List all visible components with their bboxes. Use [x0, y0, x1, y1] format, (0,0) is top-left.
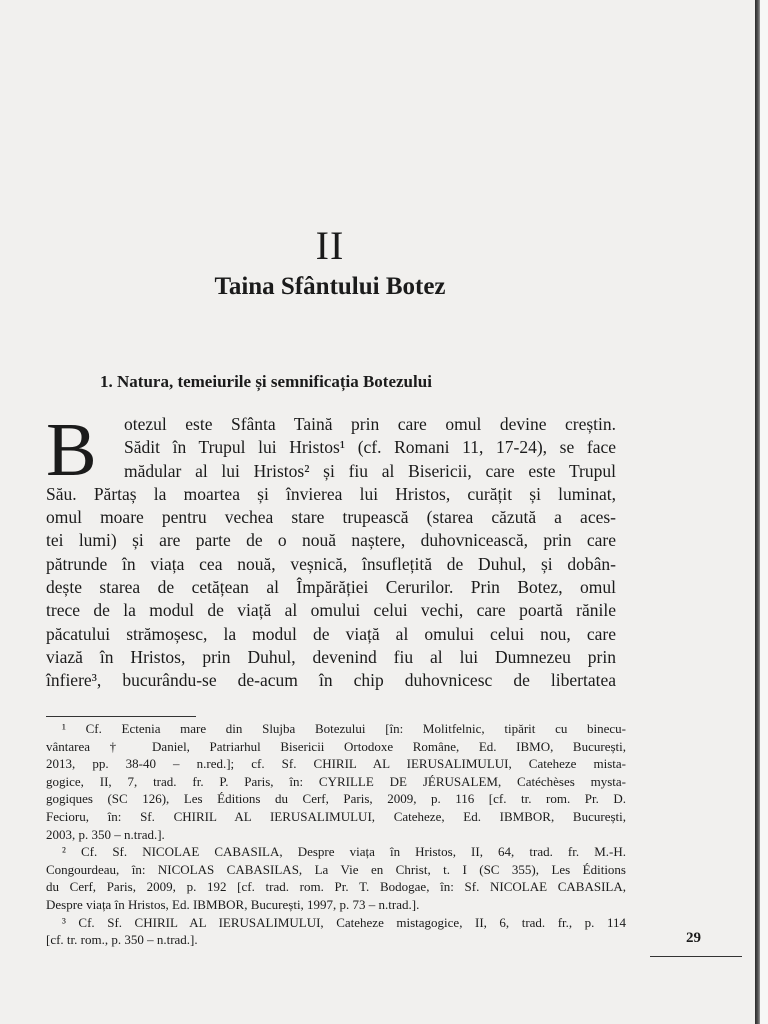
footnote-line: [cf. tr. rom., p. 350 – n.trad.].: [46, 932, 198, 948]
section-heading: 1. Natura, temeiurile și semnificația Botezului: [100, 372, 432, 391]
body-line: înfiere³, bucurându-se de-acum în chip duhovnicesc de libertatea: [46, 670, 616, 691]
footnotes: [46, 720, 626, 949]
body-line: viază în Hristos, prin Duhul, devenind fiu al lui Dumnezeu prin: [46, 646, 616, 667]
footnote-line: vântarea † Daniel, Patriarhul Bisericii Ortodoxe Române, Ed. IBMO, București,: [46, 738, 626, 754]
body-line: Său. Părtaș la moartea și învierea lui Hristos, curățit și luminat,: [46, 483, 616, 504]
body-line: Sădit în Trupul lui Hristos¹ (cf. Romani 11, 17-24), se face: [124, 437, 616, 458]
footnote-line: gogice, II, 7, trad. fr. P. Paris, în: CYRILLE DE JÉRUSALEM, Catéchèses mysta-: [46, 773, 626, 789]
page-margin: [760, 0, 768, 1024]
body-line: dește starea de cetățean al Împărăției Cerurilor. Prin Botez, omul: [46, 577, 616, 598]
page-number: 29: [686, 930, 701, 946]
footnote-line: Congourdeau, în: NICOLAS CABASILAS, La Vie en Christ, t. I (SC 355), Les Éditions: [46, 861, 626, 877]
footnote-line: Despre viața în Hristos, Ed. IBMBOR, București, 1997, p. 73 – n.trad.].: [46, 896, 420, 912]
body-line: otezul este Sfânta Taină prin care omul devine creștin.: [124, 414, 616, 434]
body-line: omul moare pentru vechea stare trupească (starea căzută a aces-: [46, 507, 616, 528]
footnote-line: du Cerf, Paris, 2009, p. 192 [cf. trad. rom. Pr. T. Bodogae, în: Sf. NICOLAE CABASILA,: [46, 879, 626, 895]
body-line: mădular al lui Hristos² și fiu al Bisericii, care este Trupul: [124, 460, 616, 481]
body-line: trece de la modul de viață al omului celui vechi, care poartă rănile: [46, 600, 616, 621]
body-line: păcatului strămoșesc, la modul de viață al omului celui nou, care: [46, 623, 616, 644]
drop-cap: B: [46, 408, 97, 492]
body-line: tei lumi) și are parte de o nouă naștere, duhovnicească, prin care: [46, 530, 616, 551]
footnote-line: 2003, p. 350 – n.trad.].: [46, 826, 165, 842]
footnote-line: gogiques (SC 126), Les Éditions du Cerf, Paris, 2009, p. 116 [cf. tr. rom. Pr. D.: [46, 791, 626, 807]
page-edge-shadow: [755, 0, 760, 1024]
chapter-title: Taina Sfântului Botez: [214, 273, 446, 300]
footnote-line: 2013, pp. 38-40 – n.red.]; cf. Sf. CHIRIL AL IERUSALIMULUI, Cateheze mista-: [46, 756, 626, 772]
footnote-divider: [46, 716, 196, 717]
chapter-number: II: [315, 223, 345, 268]
body-line: pătrunde în viața cea nouă, veșnică, însuflețită de Duhul, și dobân-: [46, 553, 616, 574]
footnote-line: Fecioru, în: Sf. CHIRIL AL IERUSALIMULUI, Cateheze, Ed. IBMBOR, București,: [46, 808, 626, 824]
footnote-line: ¹ Cf. Ectenia mare din Slujba Botezului [în: Molitfelnic, tipărit cu binecu-: [62, 721, 626, 736]
footnote-line: ² Cf. Sf. NICOLAE CABASILA, Despre viața în Hristos, II, 64, trad. fr. M.-H.: [62, 844, 626, 860]
page-number-rule: [650, 956, 742, 957]
footnote-line: ³ Cf. Sf. CHIRIL AL IERUSALIMULUI, Cateheze mistagogice, II, 6, trad. fr., p. 114: [62, 914, 626, 930]
body-paragraph: [46, 408, 616, 693]
